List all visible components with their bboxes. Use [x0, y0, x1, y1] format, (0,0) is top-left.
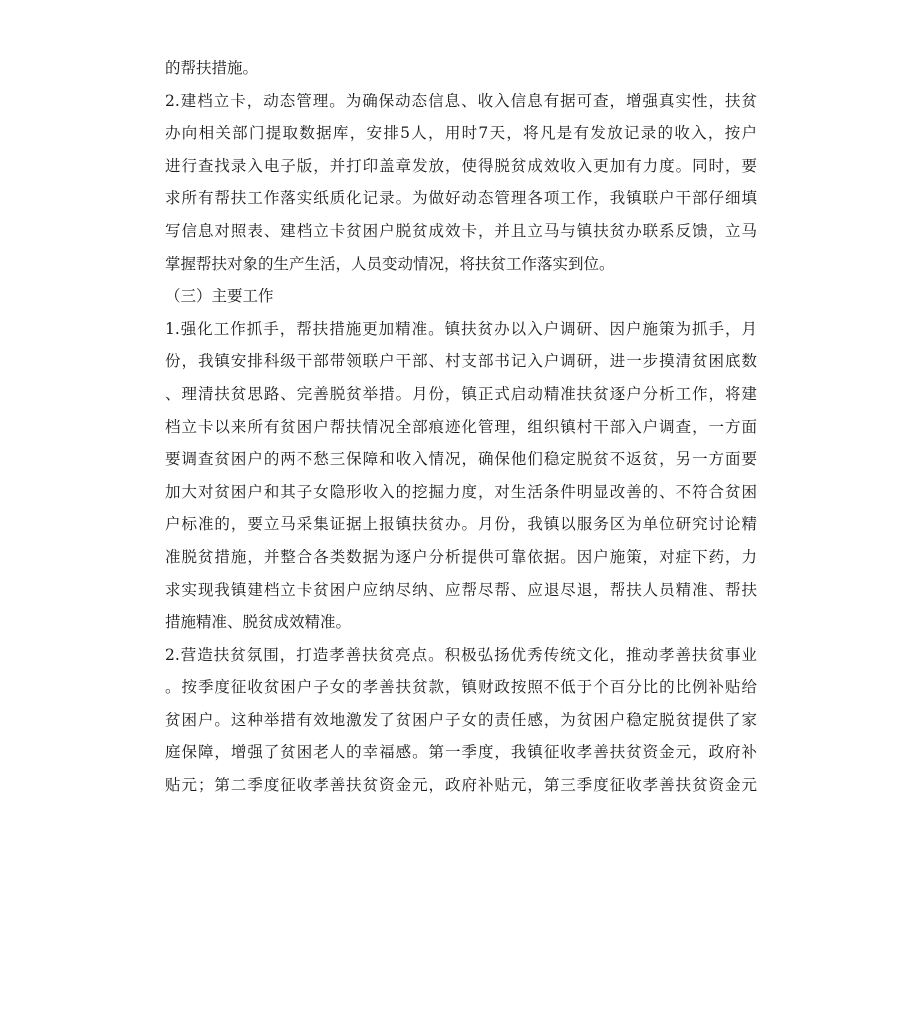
- line-text: 户标准的，要立马采集证据上报镇扶贫办。月份，我镇以服务区为单位研究讨论精: [165, 515, 757, 534]
- text-line: [165, 443, 757, 476]
- line-text: 掌握帮扶对象的生产生活，人员变动情况，将扶贫工作落实到位。: [165, 254, 615, 273]
- line-text: 求所有帮扶工作落实纸质化记录。为做好动态管理各项工作，我镇联户干部仔细填: [165, 189, 757, 208]
- line-text: 档立卡以来所有贫困户帮扶情况全部痕迹化管理，组织镇村干部入户调查，一方面: [165, 417, 757, 436]
- line-text: 2.建档立卡，动态管理。为确保动态信息、收入信息有据可查，增强真实性，扶贫: [165, 91, 757, 110]
- line-text: 。按季度征收贫困户子女的孝善扶贫款，镇财政按照不低于个百分比的比例补贴给: [165, 678, 757, 697]
- text-line: [165, 378, 757, 411]
- text-line: [165, 52, 757, 85]
- text-line: [165, 150, 757, 183]
- text-line: [165, 639, 757, 672]
- text-line: [165, 313, 757, 346]
- text-line: [165, 85, 757, 118]
- line-text: 措施精准、脱贫成效精准。: [165, 613, 352, 632]
- line-text: 的帮扶措施。: [165, 59, 259, 77]
- text-line: [165, 574, 757, 607]
- text-line: [165, 704, 757, 737]
- line-text: 份，我镇安排科级干部带领联户干部、村支部书记入户调研，进一步摸清贫困底数: [165, 352, 757, 371]
- line-text: 贴元；第二季度征收孝善扶贫资金元，政府补贴元，第三季度征收孝善扶贫资金元: [165, 776, 757, 795]
- line-text: 进行查找录入电子版，并打印盖章发放，使得脱贫成效收入更加有力度。同时，要: [165, 156, 757, 175]
- text-line: [165, 769, 757, 802]
- line-text: 写信息对照表、建档立卡贫困户脱贫成效卡，并且立马与镇扶贫办联系反馈，立马: [165, 221, 757, 240]
- text-line: [165, 508, 757, 541]
- line-text: 办向相关部门提取数据库，安排5人，用时7天，将凡是有发放记录的收入，按户: [165, 124, 757, 143]
- line-text: 准脱贫措施，并整合各类数据为逐户分析提供可靠依据。因户施策，对症下药，力: [165, 547, 757, 566]
- text-line: [165, 671, 757, 704]
- line-text: 贫困户。这种举措有效地激发了贫困户子女的责任感，为贫困户稳定脱贫提供了家: [165, 710, 757, 729]
- text-line: [165, 411, 757, 444]
- text-line: [165, 476, 757, 509]
- text-line: [165, 248, 757, 281]
- section-heading: [165, 280, 757, 313]
- line-text: 1.强化工作抓手，帮扶措施更加精准。镇扶贫办以入户调研、因户施策为抓手，月: [165, 319, 757, 338]
- text-line: [165, 182, 757, 215]
- line-text: 要调查贫困户的两不愁三保障和收入情况，确保他们稳定脱贫不返贫，另一方面要: [165, 450, 757, 469]
- line-text: 、理清扶贫思路、完善脱贫举措。月份，镇正式启动精准扶贫逐户分析工作，将建: [165, 384, 757, 403]
- line-text: 加大对贫困户和其子女隐形收入的挖掘力度，对生活条件明显改善的、不符合贫困: [165, 482, 757, 501]
- heading-text: （三）主要工作: [165, 287, 274, 306]
- text-line: [165, 215, 757, 248]
- text-line: [165, 736, 757, 769]
- line-text: 庭保障，增强了贫困老人的幸福感。第一季度，我镇征收孝善扶贫资金元，政府补: [165, 743, 757, 762]
- line-text: 求实现我镇建档立卡贫困户应纳尽纳、应帮尽帮、应退尽退，帮扶人员精准、帮扶: [165, 580, 757, 599]
- text-line: [165, 541, 757, 574]
- line-text: 2.营造扶贫氛围，打造孝善扶贫亮点。积极弘扬优秀传统文化，推动孝善扶贫事业: [165, 645, 757, 664]
- text-line: [165, 345, 757, 378]
- document-page: [165, 52, 757, 802]
- text-line: [165, 606, 757, 639]
- text-line: [165, 117, 757, 150]
